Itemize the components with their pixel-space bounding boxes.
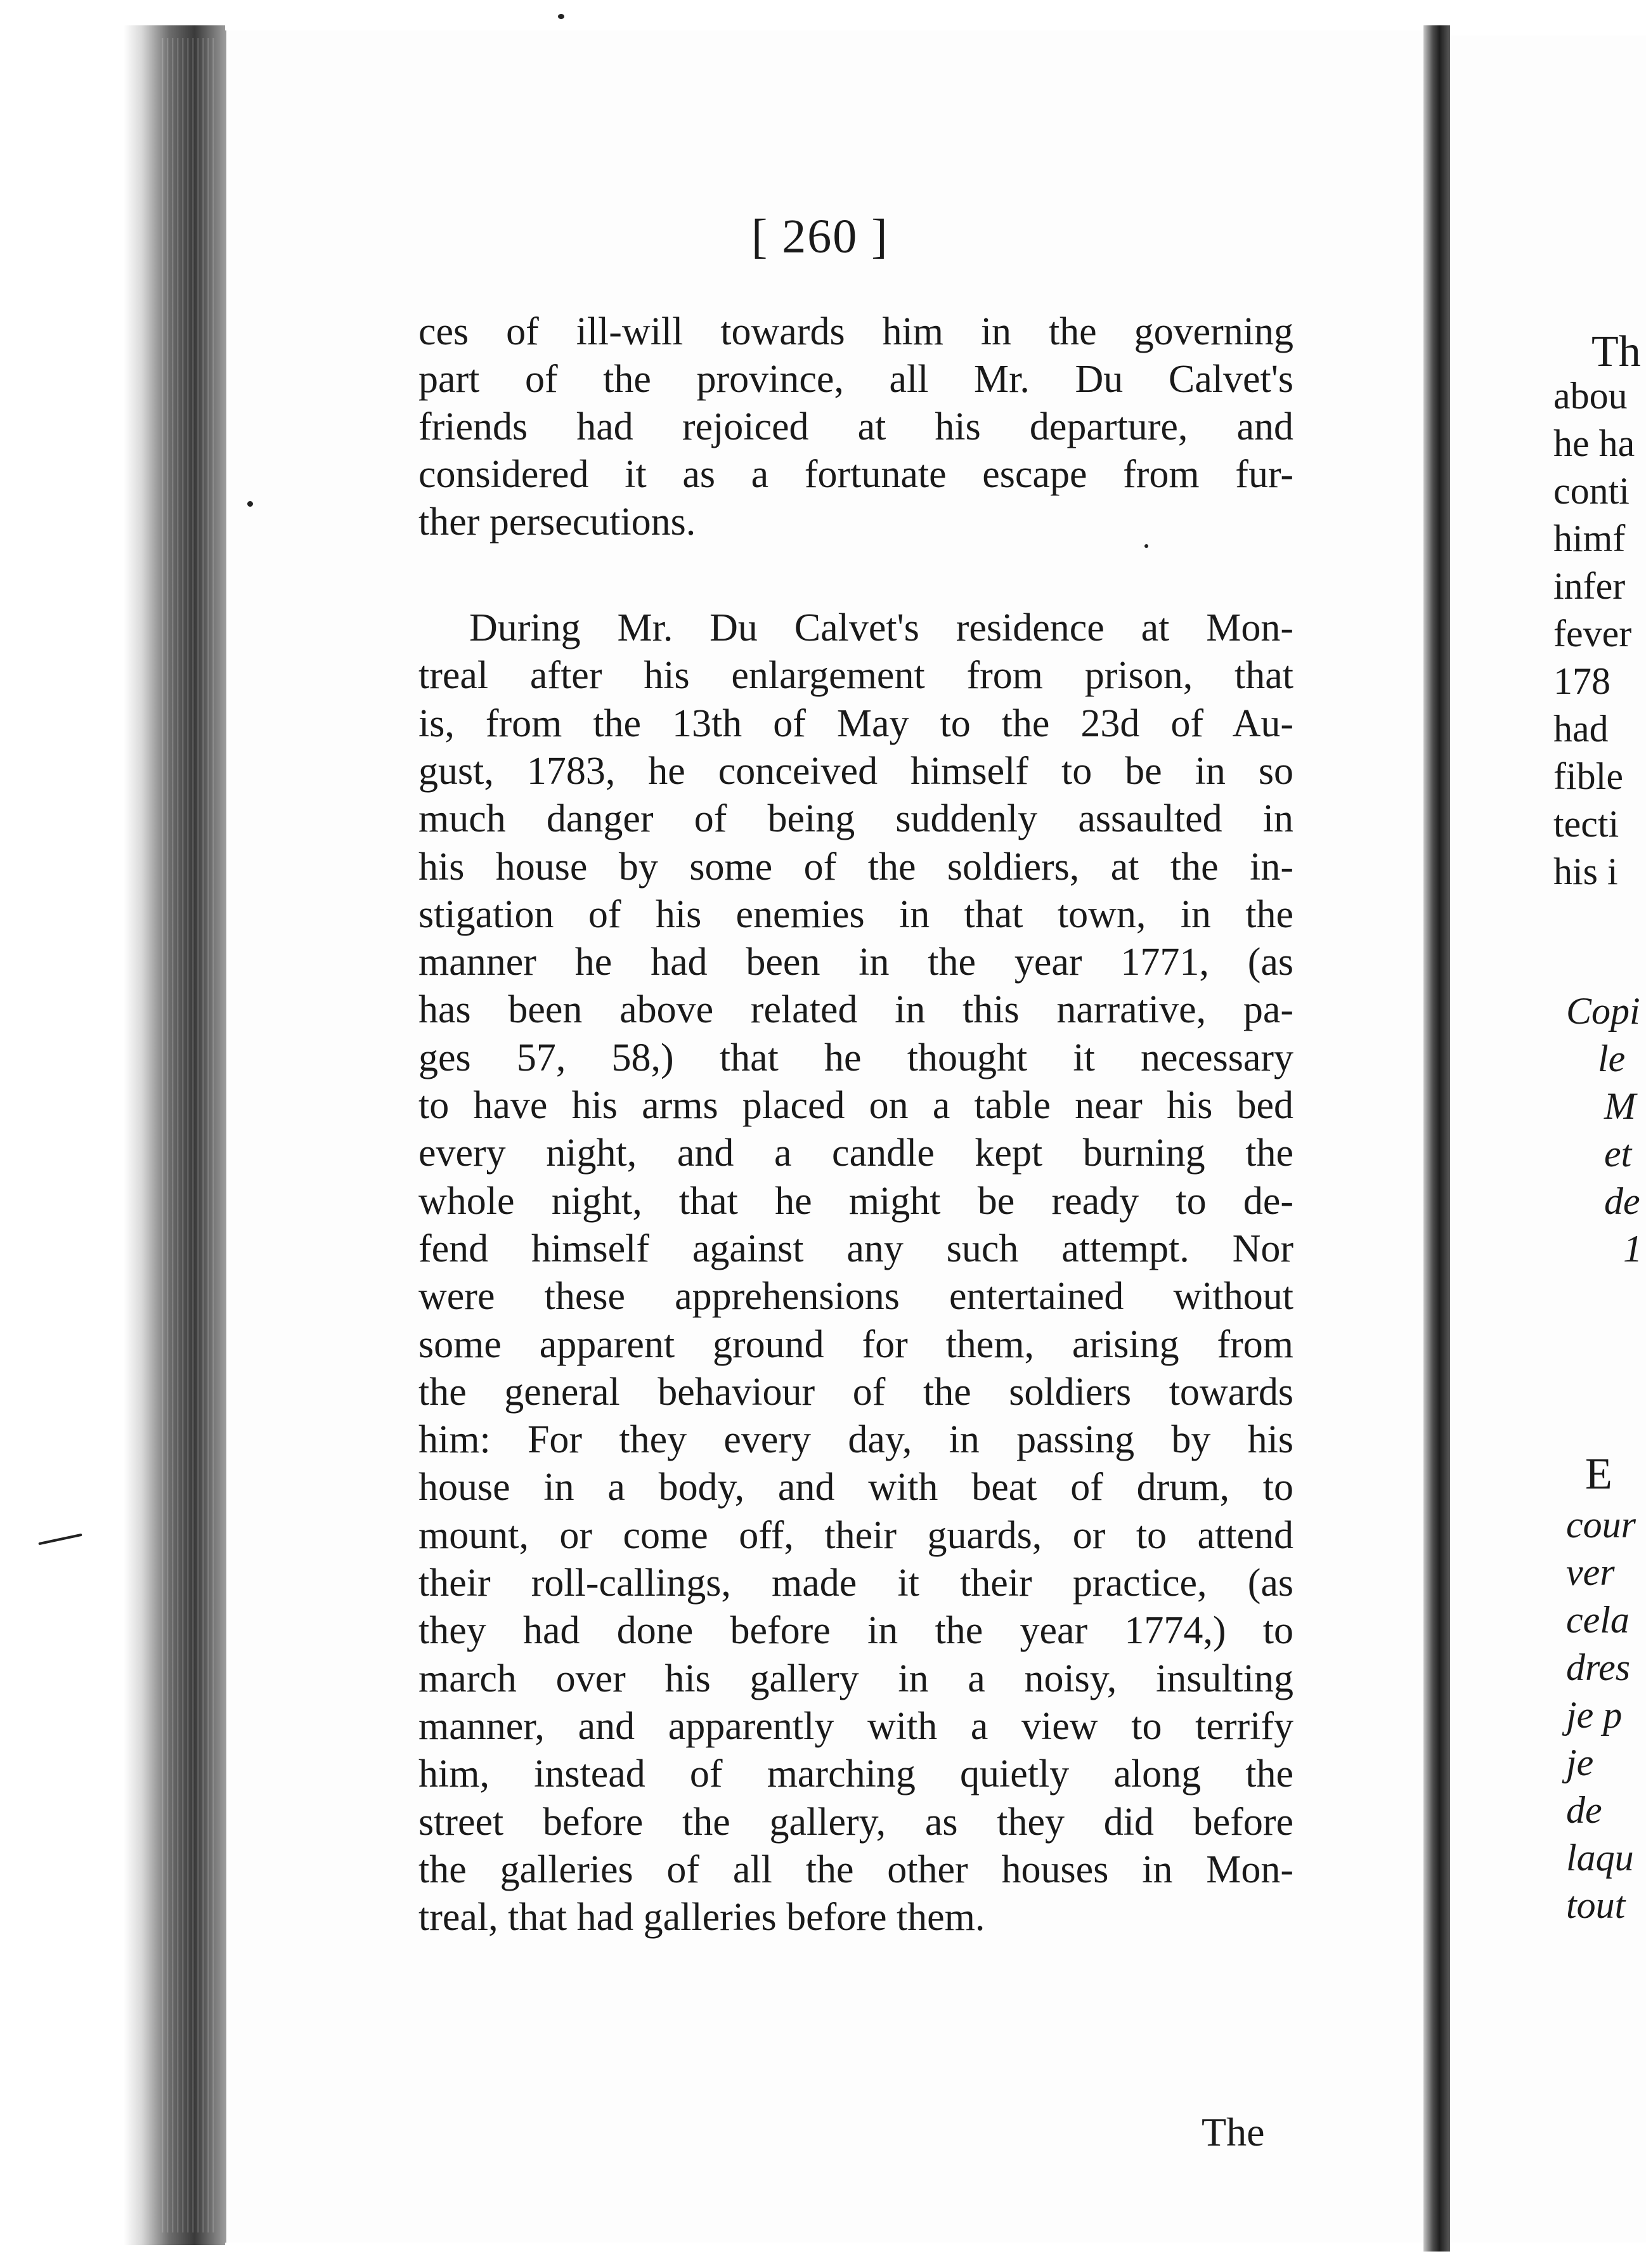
scan-speck <box>38 1534 82 1545</box>
right-page-fragment: le <box>1598 1038 1626 1079</box>
catchword: The <box>1202 2109 1265 2154</box>
scan-speck <box>247 501 253 507</box>
right-page-fragment: cela <box>1566 1599 1630 1641</box>
text-line: him: For they every day, in passing by his <box>418 1418 1293 1462</box>
text-line: considered it as a fortunate escape from fur- <box>418 453 1293 496</box>
text-line: some apparent ground for them, arising from <box>418 1322 1293 1366</box>
text-line: ther persecutions. <box>418 500 696 544</box>
right-page-fragment: cour <box>1566 1504 1636 1546</box>
right-page-fragment: de <box>1566 1789 1602 1831</box>
text-line: were these apprehensions entertained without <box>418 1275 1293 1319</box>
text-line: street before the gallery, as they did before <box>418 1800 1293 1844</box>
text-line: manner he had been in the year 1771, (as <box>418 941 1293 984</box>
text-line: the galleries of all the other houses in Mon- <box>418 1848 1293 1891</box>
right-page-fragment: 178 <box>1553 660 1610 702</box>
right-page-fragment: laqu <box>1566 1837 1634 1879</box>
text-line: friends had rejoiced at his departure, and <box>418 405 1293 448</box>
text-line: their roll-callings, made it their practice, (as <box>418 1561 1293 1605</box>
right-page-fragment: abou <box>1553 375 1628 417</box>
right-page-fragment: ver <box>1566 1551 1615 1593</box>
right-page-fragment: M <box>1604 1085 1636 1127</box>
text-line: manner, and apparently with a view to terrify <box>418 1704 1293 1748</box>
right-page-fragment: je p <box>1566 1694 1623 1736</box>
right-page-fragment: 1 <box>1623 1228 1642 1270</box>
text-line: much danger of being suddenly assaulted in <box>418 797 1293 841</box>
right-page-fragment: Copi <box>1566 990 1640 1032</box>
text-line: ges 57, 58,) that he thought it necessary <box>418 1036 1293 1079</box>
right-page-fragment: his i <box>1553 850 1618 892</box>
text-line: has been above related in this narrative, pa- <box>418 988 1293 1032</box>
right-page-fragment: himf <box>1553 518 1626 559</box>
text-line: every night, and a candle kept burning the <box>418 1131 1293 1175</box>
right-page-fragment: infer <box>1553 565 1626 607</box>
text-line: gust, 1783, he conceived himself to be in so <box>418 749 1293 793</box>
right-page-fragment: E <box>1585 1450 1612 1499</box>
right-page-fragment: tecti <box>1553 803 1619 845</box>
text-line: During Mr. Du Calvet's residence at Mon- <box>469 606 1293 649</box>
text-line: treal, that had galleries before them. <box>418 1896 985 1939</box>
right-page-fragment: et <box>1604 1133 1632 1175</box>
text-line: him, instead of marching quietly along the <box>418 1752 1293 1796</box>
text-line: the general behaviour of the soldiers towards <box>418 1370 1293 1414</box>
right-page-fragment: he ha <box>1553 422 1635 464</box>
scan-speck <box>558 14 564 19</box>
text-line: house in a body, and with beat of drum, to <box>418 1466 1293 1509</box>
right-page-fragment: Th <box>1591 327 1641 376</box>
text-line: ces of ill-will towards him in the governing <box>418 310 1293 353</box>
text-line: to have his arms placed on a table near his bed <box>418 1084 1293 1127</box>
page-number-header: [ 260 ] <box>751 210 889 263</box>
right-page-fragment: de <box>1604 1180 1640 1222</box>
text-line: march over his gallery in a noisy, insulting <box>418 1657 1293 1700</box>
right-page-fragment: fible <box>1553 755 1623 797</box>
text-line: stigation of his enemies in that town, in the <box>418 892 1293 936</box>
text-line: part of the province, all Mr. Du Calvet's <box>418 358 1293 401</box>
right-page-fragment: conti <box>1553 470 1630 512</box>
text-line: whole night, that he might be ready to de- <box>418 1179 1293 1223</box>
text-line: fend himself against any such attempt. Nor <box>418 1227 1293 1270</box>
text-line: is, from the 13th of May to the 23d of Au- <box>418 701 1293 745</box>
text-line: they had done before in the year 1774,) to <box>418 1609 1293 1653</box>
page-edge-lines <box>159 38 216 2232</box>
text-line: his house by some of the soldiers, at the in- <box>418 845 1293 889</box>
right-page-fragment: dres <box>1566 1646 1631 1688</box>
right-page-fragment: je <box>1566 1742 1594 1783</box>
scan-speck <box>1144 544 1148 548</box>
right-page-fragment: tout <box>1566 1884 1626 1926</box>
right-page-fragment: fever <box>1553 613 1632 655</box>
book-gutter <box>1423 25 1450 2252</box>
text-line: treal after his enlargement from prison, that <box>418 654 1293 698</box>
right-page-fragment: had <box>1553 708 1609 750</box>
text-line: mount, or come off, their guards, or to attend <box>418 1513 1293 1557</box>
